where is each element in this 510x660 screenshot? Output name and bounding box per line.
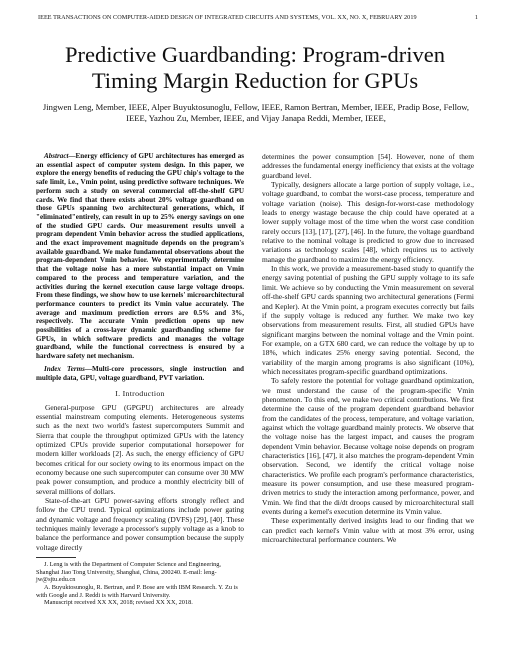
body-paragraph-cause: To safely restore the potential for voltage guardband optimization, we must understand the cause of the program-specific Vmin phenomenon. To this end, we make two critical contributions. We first determine the cause of the program dependent guardband behavior from the candidates of the process, temperature, and voltage variation, against which the voltage guardband mainly protects. We observe that the voltage noise has the largest impact, and causes the program dependent Vmin behavior. Because voltage noise depends on program characteristics [16], [47], it also matches the program-dependent Vmin observation. Second, we identify the critical voltage noise characteristics. We profile each program's performance characteristics, measure its power consumption, and use these measured program-driven metrics to study the interaction among performance, power, and Vmin. We find that the di/dt droops caused by microarchitectural stall events during a kernel's execution determine its Vmin value. bbox=[262, 376, 474, 517]
footnote-affiliation-2: A. Buyuktosunoglu, R. Bertran, and P. Bose are with IBM Research. Y. Zu is with Google and J. Reddi is with Harvard University. bbox=[36, 583, 238, 599]
left-column bbox=[36, 152, 244, 607]
page-number: 1 bbox=[474, 14, 478, 21]
right-column bbox=[262, 152, 474, 544]
body-paragraph-measurement: In this work, we provide a measurement-based study to quantify the energy saving potential of pushing the GPU supply voltage to its safe limit. We achieve so by conducting the Vmin measurement on several off-the-shelf GPU cards spanning two architectural generations (Fermi and Kepler). At the Vmin point, a program executes correctly but fails if the supply voltage is reduced any further. We make two key observations from measurement results. First, all studied GPUs have significant margins between the nominal voltage and the Vmin point. For example, on a GTX 680 card, we can reduce the voltage by up to 18%, which indicates 25% energy saving potential. Second, the variability of the margin among programs is also significant (10%), which necessitates program-specific guardband optimizations. bbox=[262, 264, 474, 376]
abstract bbox=[36, 152, 244, 361]
index-terms-lead: Index Terms bbox=[44, 364, 85, 373]
abstract-lead: Abstract bbox=[44, 152, 69, 160]
running-head bbox=[38, 14, 478, 21]
title-line-2: Timing Margin Reduction for GPUs bbox=[91, 68, 419, 93]
intro-paragraph-2: State-of-the-art GPU power-saving efforts strongly reflect and follow the CPU trend. Typical optimizations include power gating and dynamic voltage and frequency scaling (DVFS) [29], [40]. These techniques mainly leverage a processor's supply voltage as a knob to balance the performance and power consumption because the supply voltage directly bbox=[36, 496, 244, 552]
intro-paragraph-1: General-purpose GPU (GPGPU) architectures are already essential mainstream computing elements. Heterogeneous systems such as the next two world's fastest supercomputers Summit and Sierra that couple the throughput optimized GPUs with the latency optimized CPUs provide superior computational horsepower for modern killer workloads [2]. As such, the energy efficiency of GPU becomes critical for our society owing to its enormous impact on the economy because one such supercomputer can consume over 30 MW peak power consumption, and produce a monthly electricity bill of several millions of dollars. bbox=[36, 402, 244, 496]
body-paragraph-continued: determines the power consumption [54]. However, none of them addresses the fundamental energy inefficiency that exists at the voltage guardband level. bbox=[262, 152, 474, 180]
index-terms-text: —Multi-core processors, single instruction and multiple data, GPU, voltage guardband, PVT variation. bbox=[36, 364, 245, 382]
footnote-rule bbox=[36, 557, 76, 558]
footnote-manuscript: Manuscript received XX XX, 2018; revised XX XX, 2018. bbox=[44, 599, 193, 607]
paper-title bbox=[0, 42, 510, 94]
running-head-text: IEEE TRANSACTIONS ON COMPUTER-AIDED DESIGN OF INTEGRATED CIRCUITS AND SYSTEMS, VOL. XX, NO. X, FEBRUARY 2019 bbox=[38, 14, 417, 21]
abstract-text: —Energy efficiency of GPU architectures has emerged as an essential aspect of computer system design. In this paper, we explore the energy benefits of reducing the GPU chip's voltage to the safe limit, i.e., Vmin point, using predictive software techniques. We perform such a study on several commercial off-the-shelf GPU cards. We find that there exists about 20% voltage guardband on those GPUs spanning two architectural generations, which, if "eliminated"entirely, can result in up to 25% energy savings on one of the studied GPU cards. Our measurement results unveil a program dependent Vmin behavior across the studied applications, and the exact improvement magnitude depends on the program's available guardband. We make fundamental observations about the program-dependent Vmin behavior. We experimentally determine that the voltage noise has a more substantial impact on Vmin compared to the process and temperature variation, and the activities during the kernel execution cause large voltage droops. From these findings, we show how to use kernels' microarchitectural performance counters to predict its Vmin value accurately. The average and maximum prediction errors are 0.5% and 3%, respectively. The accurate Vmin prediction opens up new possibilities of a cross-layer dynamic guardbanding scheme for GPUs, in which software predicts and manages the voltage guardband, while the functional correctness is ensured by a hardware safety net mechanism. bbox=[36, 152, 244, 361]
title-line-1: Predictive Guardbanding: Program-driven bbox=[65, 42, 445, 67]
body-paragraph-prediction: These experimentally derived insights lead to our finding that we can predict each kernel's Vmin value with at most 3% error, using microarchitectural performance counters. We bbox=[262, 516, 474, 545]
index-terms bbox=[36, 365, 244, 382]
author-list: Jingwen Leng, Member, IEEE, Alper Buyuktosunoglu, Fellow, IEEE, Ramon Bertran, Member, IEEE, Pradip Bose, Fellow, IEEE, Yazhou Zu, Member, IEEE, and Vijay Janapa Reddi, Member, IEEE, bbox=[42, 102, 470, 123]
section-heading-introduction: I. Introduction bbox=[115, 389, 165, 399]
body-paragraph-guardband: Typically, designers allocate a large portion of supply voltage, i.e., voltage guardband, to combat the worst-case process, temperature and voltage variation (noise). This design-for-worst-case methodology leads to energy wastage because the chip could have operated at a lower supply voltage most of the time when the worst case condition rarely occurs [13], [17], [27], [46]. In the future, the voltage guardband relative to the nominal voltage is predicted to grow due to increased variations as technology scales [48], which requires us to actively manage the guardband to maximize the energy efficiency. bbox=[262, 180, 474, 264]
footnote-affiliation-1: J. Leng is with the Department of Computer Science and Engineering, Shanghai Jiao Tong University, Shanghai, China, 200240. E-mail: leng-jw@sjtu.edu.cn bbox=[36, 561, 221, 584]
